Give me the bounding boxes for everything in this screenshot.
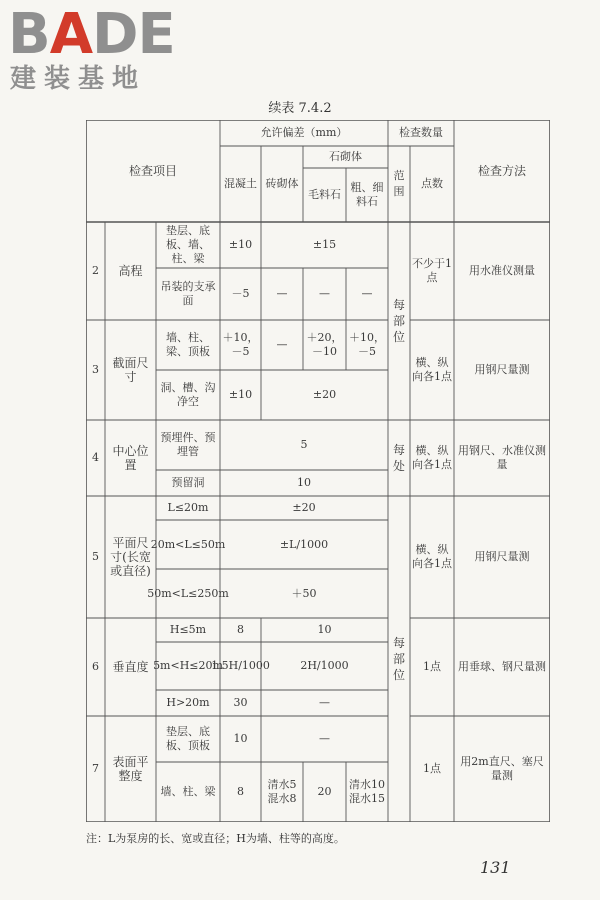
row-name: 中心位置 (112, 444, 149, 472)
method: 用垂球、钢尺量测 (458, 660, 546, 673)
page-number: 131 (480, 858, 511, 877)
sub-item: 墙、柱、梁 (160, 785, 216, 798)
value-concrete: ±10 (228, 238, 253, 251)
header-quantity: 检查数量 (399, 126, 443, 139)
value-concrete: 30 (233, 696, 248, 709)
sub-item: 洞、槽、沟净空 (160, 381, 216, 408)
header-brick: 砖砌体 (265, 177, 299, 190)
sub-item: H>20m (166, 696, 210, 709)
value-rubble: ＋20，－10 (306, 331, 343, 358)
value-merged: 2H/1000 (300, 659, 349, 672)
sub-item: 垫层、底板、顶板 (166, 725, 210, 752)
value-concrete: 10 (233, 732, 248, 745)
points: 1点 (423, 660, 441, 673)
points: 横、纵向各1点 (412, 356, 452, 383)
range-per-part: 每部位 (392, 298, 405, 344)
row-name: 表面平整度 (112, 755, 149, 783)
row-name: 平面尺寸(长宽或直径) (110, 536, 151, 578)
value-brick: — (276, 338, 288, 351)
row-name: 截面尺寸 (112, 356, 149, 384)
header-tolerance: 允许偏差（mm） (260, 126, 348, 139)
bade-logo (8, 2, 178, 96)
logo-subtitle: 建装基地 (10, 64, 147, 94)
header-points: 点数 (421, 177, 443, 190)
sub-item: 垫层、底板、墙、柱、梁 (166, 224, 210, 265)
row-number: 7 (92, 762, 99, 775)
header-concrete: 混凝土 (224, 177, 257, 190)
header-fine-stone: 粗、细料石 (350, 181, 384, 208)
value-brick: 清水5 混水8 (267, 778, 297, 805)
method: 用水准仪测量 (469, 264, 535, 277)
points: 不少于1点 (412, 257, 452, 284)
sub-item: 5m<H≤20m (153, 659, 223, 672)
value-rubble: 20 (317, 785, 332, 798)
value-concrete: 8 (237, 785, 244, 798)
method: 用钢尺量测 (474, 363, 530, 376)
sub-item: 吊装的支承面 (160, 280, 216, 307)
value-fine: ＋10，－5 (349, 331, 385, 358)
method: 用钢尺量测 (474, 550, 530, 563)
value-rubble: — (319, 287, 330, 300)
row-number: 2 (92, 264, 99, 277)
value-merged: 10 (297, 476, 311, 489)
header-range: 范围 (393, 169, 405, 198)
header-stone: 石砌体 (329, 150, 362, 163)
table-note: 注：L为泵房的长、宽或直径；H为墙、柱等的高度。 (86, 832, 345, 845)
value-merged: — (319, 696, 330, 709)
logo-wordmark: BADE (8, 2, 175, 67)
row-number: 6 (92, 660, 99, 673)
row-number: 4 (92, 451, 99, 464)
sub-item: 墙、柱、梁、顶板 (166, 331, 210, 358)
sub-item: 50m<L≤250m (147, 586, 229, 600)
range-per-part: 每部位 (392, 636, 405, 682)
points: 横、纵向各1点 (412, 543, 452, 570)
value-concrete: 1.5H/1000 (211, 659, 270, 672)
table-caption: 续表 7.4.2 (268, 101, 332, 116)
value-concrete: 8 (237, 623, 244, 636)
value-merged: 10 (317, 623, 332, 636)
range-each: 每处 (392, 443, 405, 473)
sub-item: 预留洞 (171, 476, 205, 489)
value-concrete: －5 (231, 287, 250, 300)
row-name: 高程 (118, 264, 143, 278)
value-merged: ＋50 (291, 586, 317, 600)
value-brick: — (276, 287, 288, 300)
sub-item: 预埋件、预埋管 (160, 431, 216, 458)
value-fine: 清水10 混水15 (349, 778, 385, 805)
inspection-table (86, 120, 550, 822)
header-rubble-stone: 毛料石 (308, 188, 341, 201)
value-concrete: ＋10，－5 (222, 331, 259, 358)
row-number: 3 (92, 363, 99, 376)
header-item: 检查项目 (128, 164, 177, 178)
value-merged: ±20 (292, 501, 316, 514)
points: 横、纵向各1点 (412, 444, 452, 471)
sub-item: 20m<L≤50m (150, 537, 226, 551)
value-merged: ±20 (312, 388, 337, 401)
value-concrete: ±10 (228, 388, 253, 401)
sub-item: L≤20m (167, 501, 209, 514)
sub-item: H≤5m (169, 623, 207, 636)
value-merged: ±L/1000 (279, 537, 329, 551)
value-merged: 5 (300, 438, 308, 451)
method: 用2m直尺、塞尺量测 (460, 755, 544, 782)
value-fine: — (361, 287, 373, 300)
value-merged: ±15 (312, 238, 337, 251)
points: 1点 (423, 762, 441, 775)
row-number: 5 (92, 550, 99, 563)
method: 用钢尺、水准仪测量 (458, 444, 546, 471)
value-merged: — (319, 732, 330, 745)
header-method: 检查方法 (477, 164, 526, 178)
row-name: 垂直度 (112, 660, 149, 674)
